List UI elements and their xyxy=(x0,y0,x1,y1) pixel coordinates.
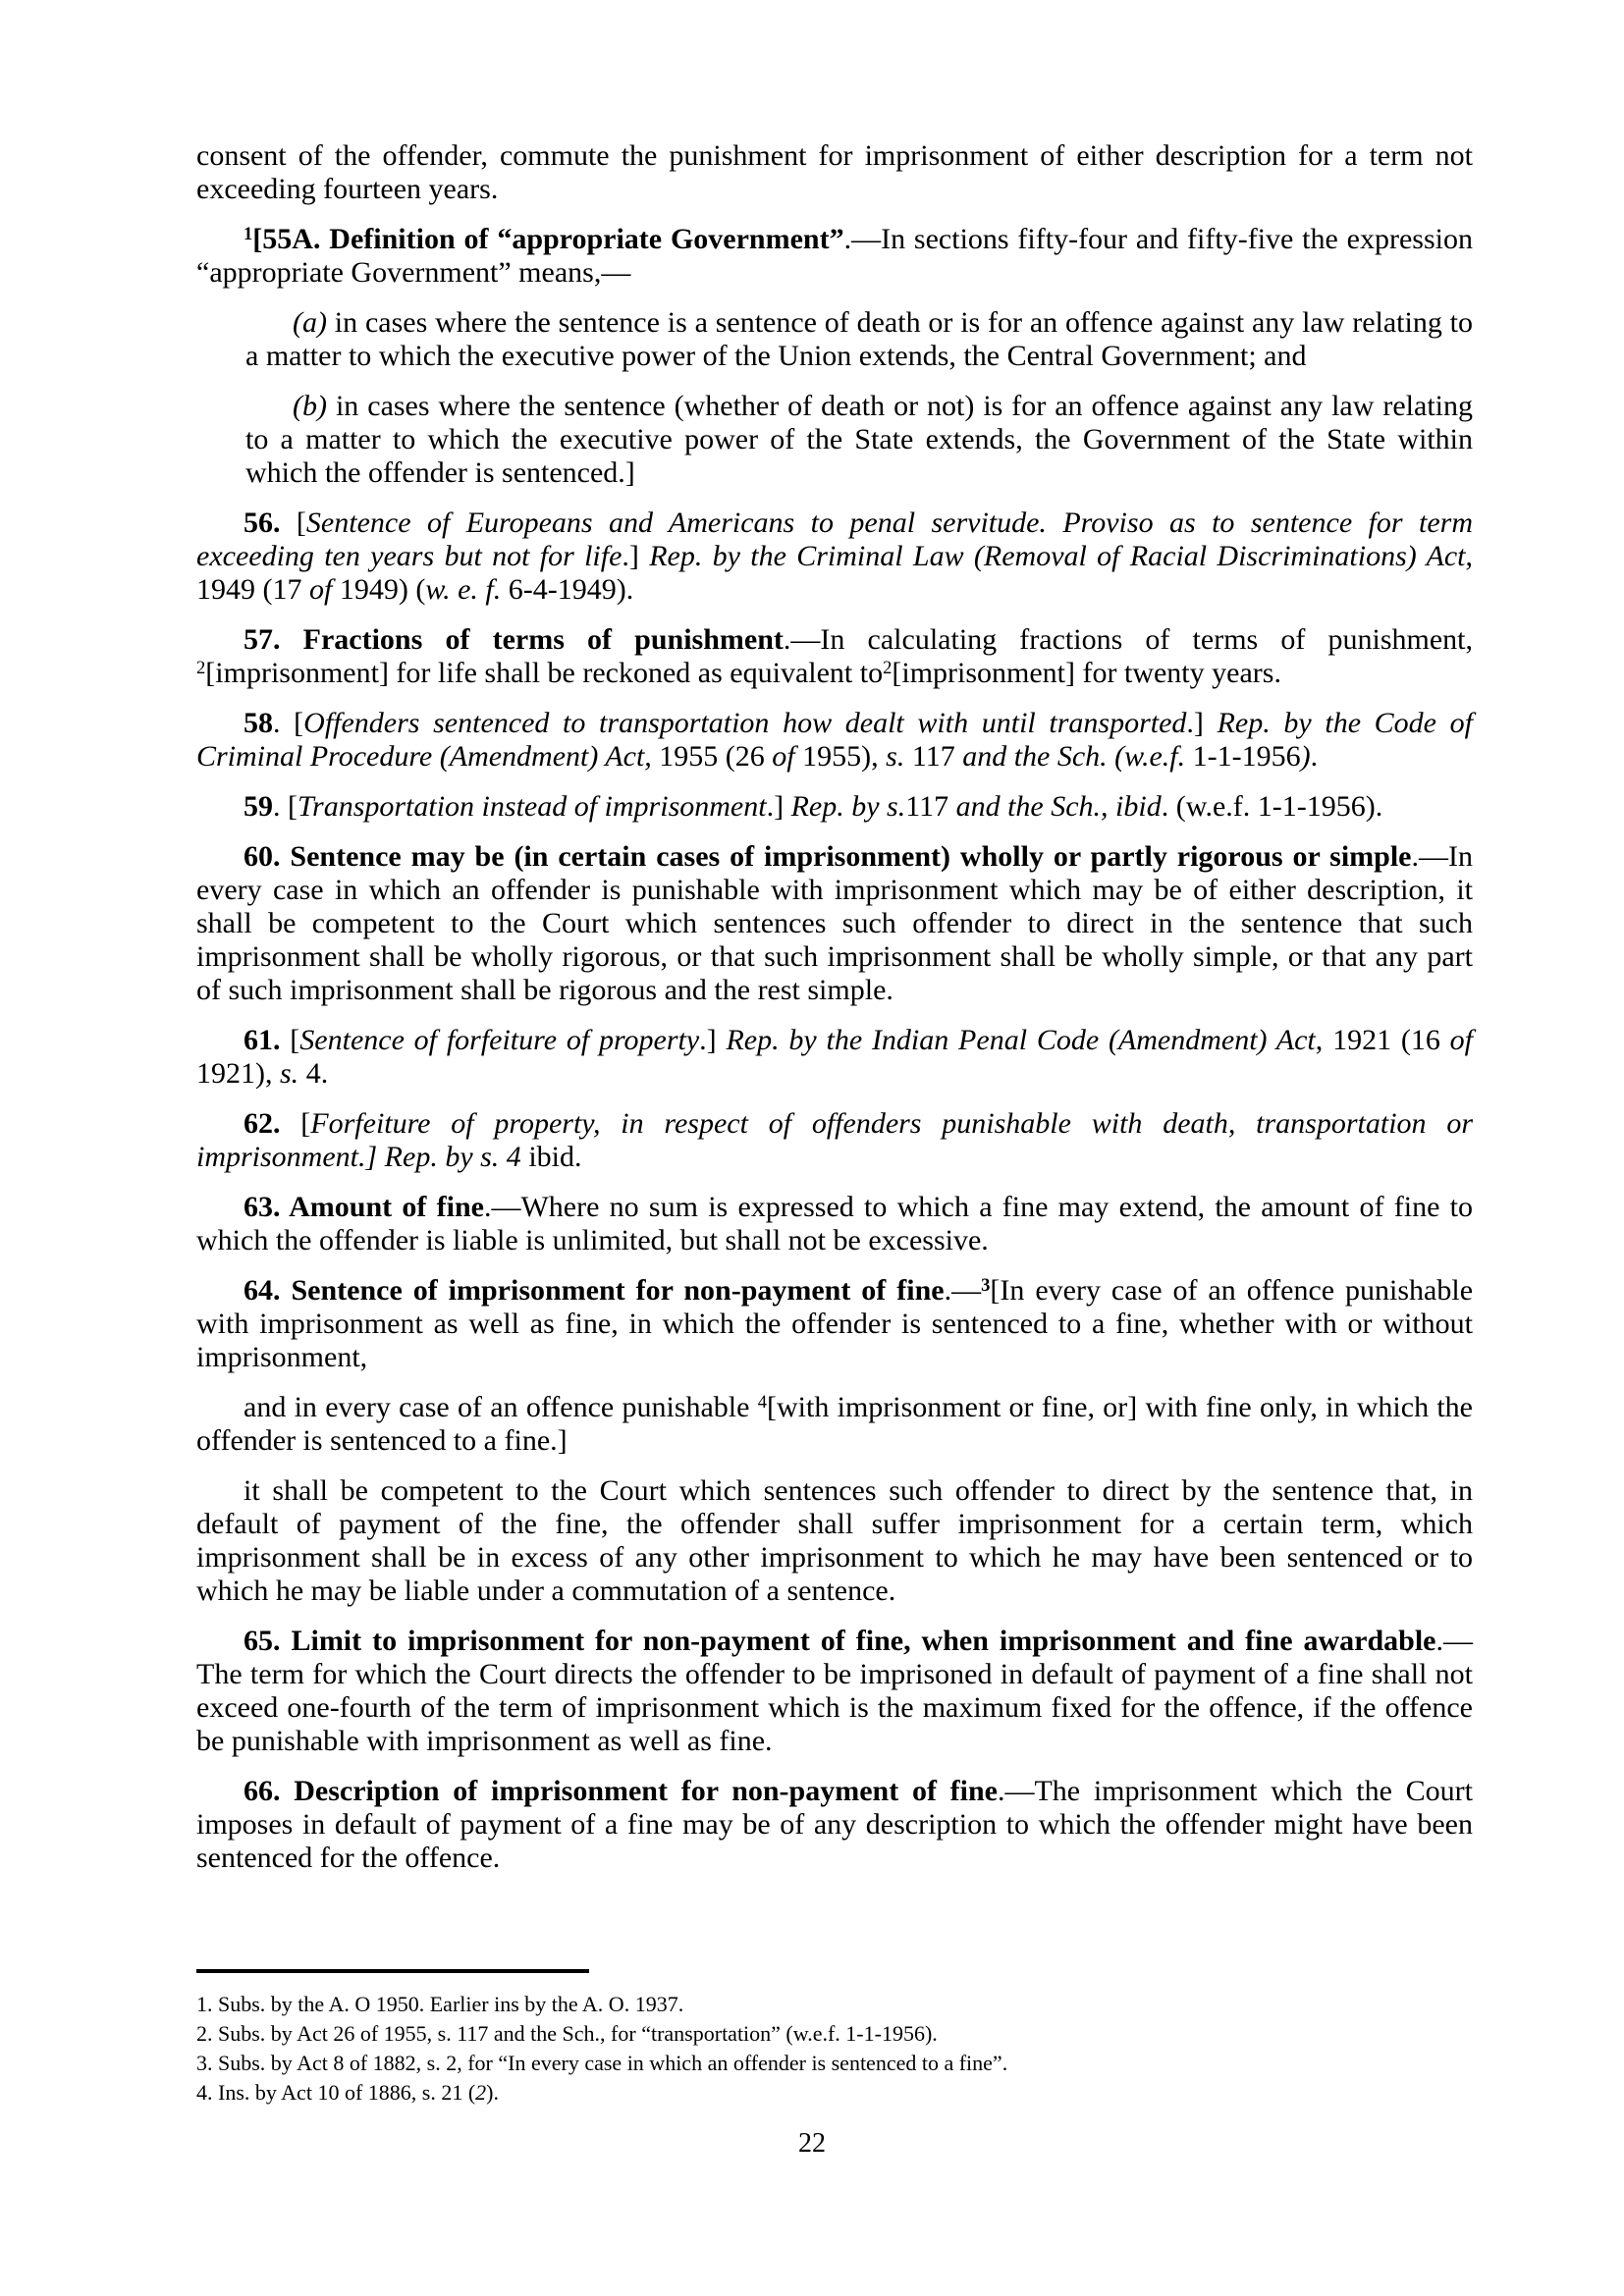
text-run: [55A. Definition of “appropriate Government” xyxy=(252,223,844,255)
text-run: 61. xyxy=(244,1024,281,1056)
text-run: [ xyxy=(280,1024,300,1056)
text-run: 1955 (26 xyxy=(651,740,773,773)
text-run: .—Where no sum is expressed to which a fine may extend, the amount of fine to which the offender is liable is unlimited, but shall not be excessive. xyxy=(196,1191,1473,1256)
sec-61 xyxy=(196,1024,1473,1091)
text-run: Forfeiture of property, in respect of offenders punishable with death, transportation or imprisonment.] Rep. by s. 4 xyxy=(196,1107,1473,1173)
text-run: [imprisonment] for life shall be reckoned as equivalent to xyxy=(205,657,884,689)
text-run: in cases where the sentence is a sentence of death or is for an offence against any law relating to a matter to which the executive power of the Union extends, the Central Government; and xyxy=(245,306,1473,372)
text-run: of xyxy=(1449,1024,1473,1056)
text-run: .] xyxy=(766,790,791,823)
text-run: 62. xyxy=(244,1107,281,1140)
footnote-separator xyxy=(196,1969,589,1973)
text-run: 65. Limit to imprisonment for non-payment of fine, when imprisonment and fine awardable xyxy=(244,1625,1436,1657)
text-run: 56. xyxy=(244,507,281,539)
text-run: Transportation instead of imprisonment xyxy=(298,790,767,823)
text-run: s. xyxy=(886,740,905,773)
footnote-3 xyxy=(196,2049,1473,2078)
text-run: (a) xyxy=(293,306,327,339)
text-run: Offenders sentenced to transportation how dealt with until transported xyxy=(303,707,1187,739)
text-run: (b) xyxy=(293,390,327,422)
text-run: .—In calculating fractions of terms of punishment, xyxy=(783,623,1473,656)
text-run: Sentence of Europeans and Americans to penal servitude. Proviso as to sentence for term exceeding ten years but not for life xyxy=(196,507,1473,572)
footnote-1 xyxy=(196,1990,1473,2019)
text-run: 3 xyxy=(981,1274,991,1296)
sec-60 xyxy=(196,840,1473,1007)
text-run: Rep. by s. xyxy=(790,790,906,823)
text-run: 2. Subs. by Act 26 of 1955, s. 117 and the Sch., for “transportation” (w.e.f. 1-1-1956). xyxy=(196,2021,938,2046)
para-54-continuation xyxy=(196,139,1473,206)
text-run: 63. Amount of fine xyxy=(244,1191,484,1223)
sec-64-para-2 xyxy=(196,1391,1473,1458)
text-run: , 1949 (17 xyxy=(196,540,1474,606)
text-run: 4 xyxy=(757,1391,768,1413)
text-run: [imprisonment] for twenty years. xyxy=(892,657,1281,689)
text-run: Sentence of forfeiture of property xyxy=(299,1024,700,1056)
text-run: .—The term for which the Court directs the offender to be imprisoned in default of payment of a fine shall not exceed one-fourth of the term of imprisonment which is the maximum fixed for the offence, if the offence be punishable with imprisonment as well as fine. xyxy=(196,1625,1473,1757)
sec-64-para-3 xyxy=(196,1474,1473,1608)
text-run: 6-4-1949). xyxy=(501,573,634,606)
text-run: 2 xyxy=(475,2080,487,2105)
text-run: 1921), xyxy=(196,1057,280,1090)
text-run: , 1921 (16 xyxy=(1315,1024,1450,1056)
text-run: in cases where the sentence (whether of death or not) is for an offence against any law relating to a matter to which the executive power of the State extends, the Government of the State within which the offender is sentenced.] xyxy=(245,390,1473,489)
sec-55a xyxy=(196,223,1473,290)
sec-56 xyxy=(196,507,1473,607)
text-run: [with imprisonment or fine, or] with fine only, in which the offender is sentenced to a fine.] xyxy=(196,1391,1473,1457)
sec-62 xyxy=(196,1107,1473,1174)
sec-58 xyxy=(196,707,1473,774)
text-run: 4. Ins. by Act 10 of 1886, s. 21 ( xyxy=(196,2080,476,2105)
text-run: 59 xyxy=(244,790,273,823)
text-run: 117 xyxy=(904,740,963,773)
text-run: 2 xyxy=(196,657,206,678)
text-run: 1. Subs. by the A. O 1950. Earlier ins by the A. O. 1937. xyxy=(196,1992,684,2016)
text-run: 3. Subs. by Act 8 of 1882, s. 2, for “In every case in which an offender is sentenced to a fine”. xyxy=(196,2051,1008,2075)
text-run: 64. Sentence of imprisonment for non-payment of fine xyxy=(244,1274,945,1307)
text-run: [ xyxy=(280,1107,311,1140)
sec-57 xyxy=(196,623,1473,690)
text-run: and in every case of an offence punishable xyxy=(244,1391,758,1423)
text-run: .—In sections fifty-four and fifty-five the expression “appropriate Government” means,— xyxy=(196,223,1473,289)
text-run: . xyxy=(1310,740,1319,773)
text-run: consent of the offender, commute the punishment for imprisonment of either description for a term not exceeding fourteen years. xyxy=(196,139,1473,205)
text-run: 1955), xyxy=(794,740,887,773)
text-run: w. e. f. xyxy=(425,573,502,606)
text-run: Rep. by the Criminal Law (Removal of Racial Discriminations) Act xyxy=(649,540,1466,572)
text-run: .] xyxy=(699,1024,727,1056)
text-run: and the Sch., ibid xyxy=(955,790,1162,823)
text-run: .] xyxy=(1186,707,1218,739)
sec-64 xyxy=(196,1274,1473,1374)
text-run: ibid. xyxy=(520,1141,582,1173)
page-number: 22 xyxy=(798,2128,826,2159)
footnote-4 xyxy=(196,2078,1473,2108)
text-run: s. xyxy=(280,1057,299,1090)
sec-66 xyxy=(196,1775,1473,1875)
text-run: ) xyxy=(1300,740,1311,773)
sec-63 xyxy=(196,1191,1473,1257)
sec-65 xyxy=(196,1625,1473,1758)
text-run: 1949) ( xyxy=(332,573,426,606)
text-run: .— xyxy=(944,1274,982,1307)
text-run: it shall be competent to the Court which sentences such offender to direct by the sentence that, in default of payment of the fine, the offender shall suffer imprisonment for a certain term, which imprisonment shall be in excess of any other imprisonment to which he may have been sentenced or to which he may be liable under a commutation of a sentence. xyxy=(196,1474,1473,1607)
text-run: 58 xyxy=(244,707,273,739)
text-run: 1 xyxy=(244,223,253,244)
text-run: Rep. by the Code of Criminal Procedure (Amendment) Act, xyxy=(196,707,1473,773)
text-run: and the Sch. (w.e.f. xyxy=(962,740,1186,773)
sec-59 xyxy=(196,790,1473,824)
text-run: 2 xyxy=(883,657,893,678)
sec-55a-clause-a xyxy=(245,306,1473,373)
sec-55a-clause-b xyxy=(245,390,1473,490)
text-run: 1-1-1956 xyxy=(1185,740,1301,773)
text-run: 117 xyxy=(905,790,956,823)
text-run: of xyxy=(309,573,333,606)
text-run: .—In every case in which an offender is punishable with imprisonment which may be of either description, it shall be competent to the Court which sentences such offender to direct in the sentence that such imprisonment shall be wholly rigorous, or that such imprisonment shall be wholly simple, or that any part of such imprisonment shall be rigorous and the rest simple. xyxy=(196,840,1473,1006)
text-run: Rep. by the Indian Penal Code (Amendment) Act xyxy=(726,1024,1316,1056)
footnote-list xyxy=(196,1990,1473,2108)
text-run: 57. Fractions of terms of punishment xyxy=(244,623,784,656)
text-run: .] xyxy=(622,540,650,572)
text-run: 66. Description of imprisonment for non-payment of fine xyxy=(244,1775,998,1807)
text-run: [In every case of an offence punishable with imprisonment as well as fine, in which the offender is sentenced to a fine, whether with or without imprisonment, xyxy=(196,1274,1474,1373)
footnotes-section xyxy=(196,1969,1473,2108)
text-run: 4. xyxy=(298,1057,329,1090)
text-run: of xyxy=(772,740,795,773)
statute-text xyxy=(196,139,1473,1875)
text-run: 60. Sentence may be (in certain cases of imprisonment) wholly or partly rigorous or simple xyxy=(244,840,1412,873)
text-run: . [ xyxy=(273,707,304,739)
text-run: [ xyxy=(280,507,306,539)
footnote-2 xyxy=(196,2019,1473,2049)
text-run: . (w.e.f. 1-1-1956). xyxy=(1161,790,1383,823)
text-run: . [ xyxy=(273,790,298,823)
text-run: .—The imprisonment which the Court imposes in default of payment of a fine may be of any description to which the offender might have been sentenced for the offence. xyxy=(196,1775,1473,1874)
text-run: ). xyxy=(486,2080,499,2105)
